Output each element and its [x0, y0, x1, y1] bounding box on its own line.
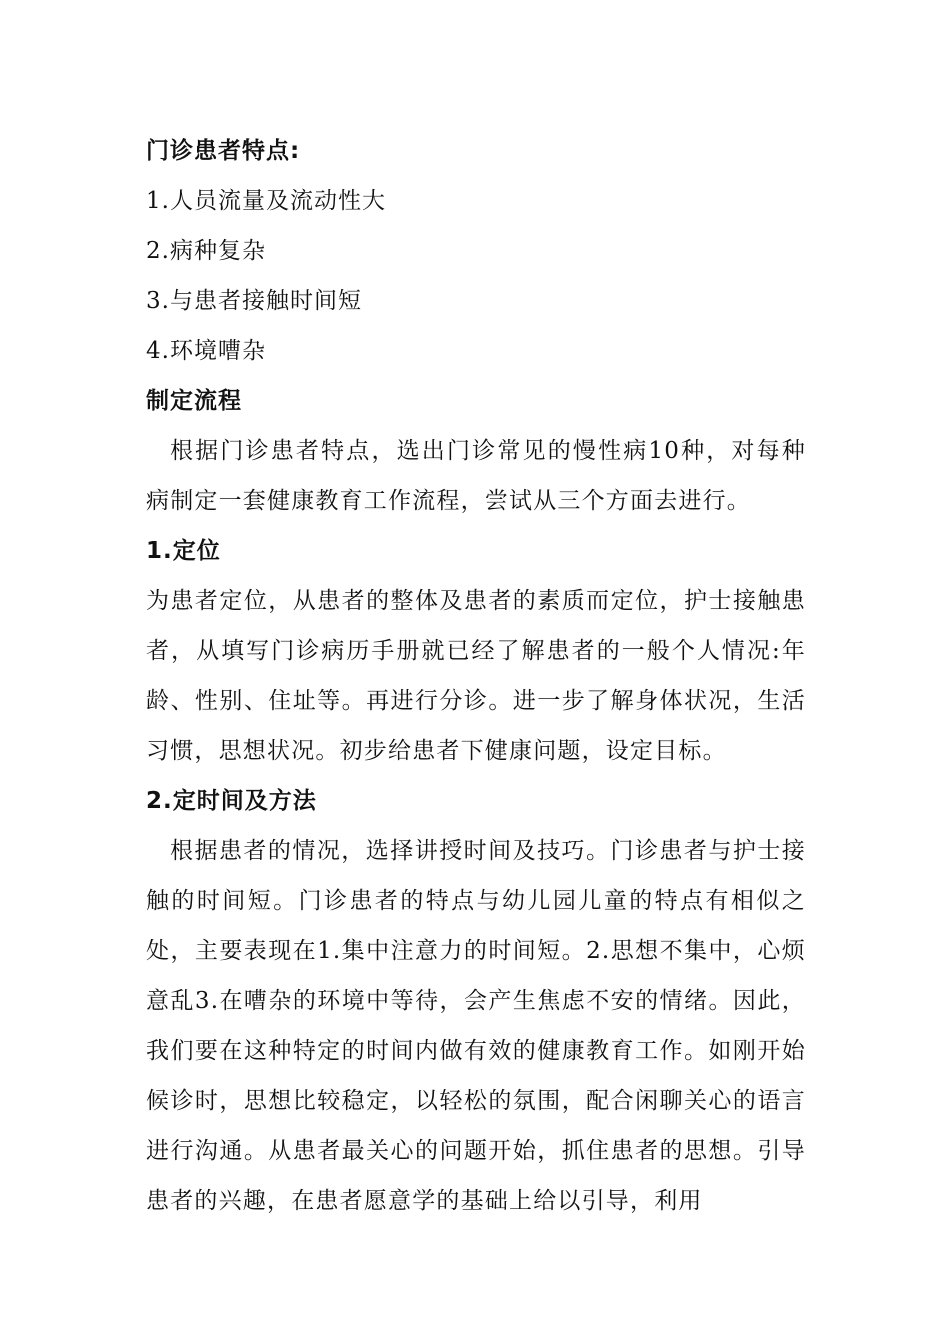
- feature-item-2: 2.病种复杂: [146, 238, 266, 264]
- heading-positioning: 1.定位: [146, 538, 221, 564]
- paragraph-process: 根据门诊患者特点，选出门诊常见的慢性病10种，对每种病制定一套健康教育工作流程，尝试从三个方面去进行。: [146, 438, 806, 514]
- document-content: [146, 126, 806, 1226]
- heading-time-and-method: 2.定时间及方法: [146, 788, 317, 814]
- paragraph-time-and-method: 根据患者的情况，选择讲授时间及技巧。门诊患者与护士接触的时间短。门诊患者的特点与幼儿园儿童的特点有相似之处，主要表现在1.集中注意力的时间短。2.思想不集中，心烦意乱3.在嘈杂的环境中等待，会产生焦虑不安的情绪。因此，我们要在这种特定的时间内做有效的健康教育工作。如刚开始候诊时，思想比较稳定，以轻松的氛围，配合闲聊关心的语言进行沟通。从患者最关心的问题开始，抓住患者的思想。引导患者的兴趣，在患者愿意学的基础上给以引导，利用: [146, 838, 806, 1214]
- paragraph-positioning: 为患者定位，从患者的整体及患者的素质而定位，护士接触患者，从填写门诊病历手册就已经了解患者的一般个人情况:年龄、性别、住址等。再进行分诊。进一步了解身体状况，生活习惯，思想状况。初步给患者下健康问题，设定目标。: [146, 588, 806, 764]
- feature-item-4: 4.环境嘈杂: [146, 338, 266, 364]
- heading-outpatient-features: 门诊患者特点:: [146, 138, 301, 164]
- feature-item-3: 3.与患者接触时间短: [146, 288, 362, 314]
- heading-process: 制定流程: [146, 388, 242, 414]
- feature-item-1: 1.人员流量及流动性大: [146, 188, 386, 214]
